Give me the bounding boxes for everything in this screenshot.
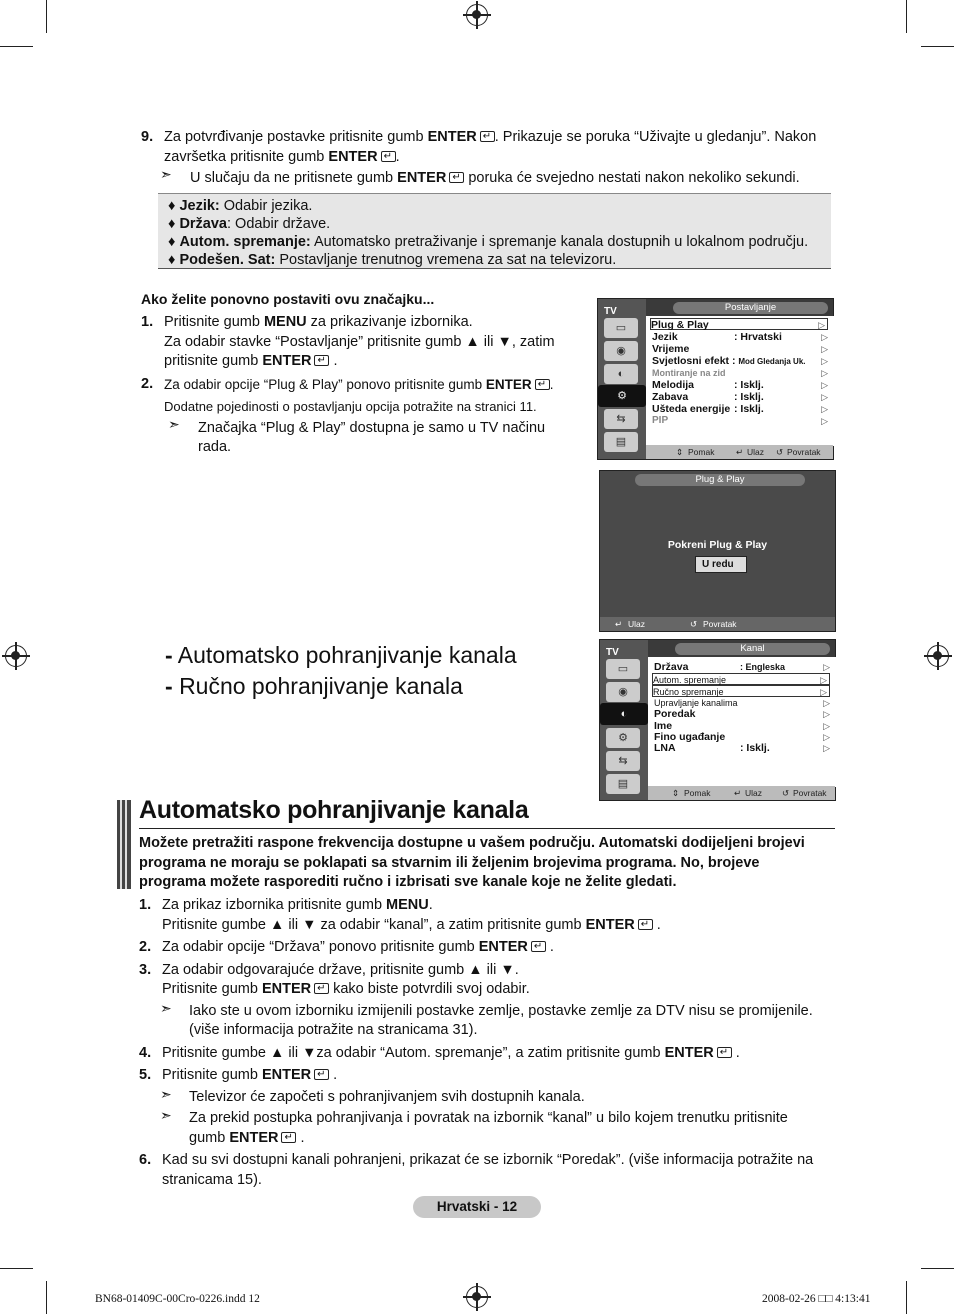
application-icon: ▤ (604, 432, 638, 452)
main-step5-note: Televizor će započeti s pohranjivanjem svih dostupnih kanala. (189, 1089, 585, 1105)
crop-mark (906, 0, 907, 33)
note-arrow-icon: ➣ (160, 1086, 172, 1102)
note-arrow-icon: ➣ (168, 416, 180, 432)
osd-menu-item: Država : Engleska ▷ (654, 661, 830, 673)
section-marker-bar (117, 800, 131, 889)
enter-icon (314, 1069, 329, 1080)
input-icon: ⇆ (606, 751, 640, 771)
definition-item: ♦ Država: Odabir države. (168, 216, 331, 232)
osd-setup-menu (597, 298, 834, 460)
section-heading: - Automatsko pohranjivanje kanala (165, 642, 517, 668)
main-step5-note2-line2: gumb ENTER↵ . (189, 1129, 305, 1149)
reset-step2: Za odabir opcije “Plug & Play” ponovo pritisnite gumb ENTER↵ . (164, 375, 553, 395)
osd-source-label: TV (604, 306, 617, 317)
note-arrow-icon: ➣ (160, 1000, 172, 1016)
step-number: 4. (139, 1045, 152, 1061)
title-underline (139, 828, 835, 829)
return-icon: ↺ (782, 788, 790, 798)
definition-item: ♦ Podešen. Sat: Postavljanje trenutnog vremena za sat na televizoru. (168, 252, 617, 268)
registration-mark-icon (466, 4, 488, 26)
step-number: 5. (139, 1067, 152, 1083)
osd-prompt: Pokreni Plug & Play (667, 539, 768, 551)
main-step3-line2: Pritisnite gumb ENTER↵ kako biste potvrdili svoj odabir. (162, 980, 530, 1000)
main-step1-line2: Pritisnite gumbe ▲ ili ▼ za odabir “kanal”, a zatim pritisnite gumb ENTER↵ . (162, 916, 661, 936)
enter-icon: ↵ (736, 447, 744, 457)
crop-mark (0, 1268, 33, 1269)
page-title: Automatsko pohranjivanje kanala (139, 796, 529, 824)
osd-source-label: TV (606, 647, 619, 658)
crop-mark (46, 1281, 47, 1314)
sound-icon: ◉ (606, 682, 640, 702)
registration-mark-icon (5, 645, 27, 667)
step-number: 3. (139, 962, 152, 978)
enter-icon (314, 983, 329, 994)
note-arrow-icon: ➣ (160, 1107, 172, 1123)
osd-menu-item: Upravljanje kanalima ▷ (654, 698, 830, 708)
intro-text: Možete pretražiti raspone frekvencija dostupne u vašem području. Automatski dodijeljeni brojevi (139, 835, 805, 851)
enter-icon (381, 151, 396, 162)
main-step5: Pritisnite gumb ENTER↵ . (162, 1066, 337, 1086)
reset-step1: Pritisnite gumb MENU za prikazivanje izbornika. (164, 314, 473, 330)
osd-menu-item: Zabava : Isklj. ▷ (652, 391, 828, 403)
osd-menu-list (648, 657, 836, 787)
osd-plug-play-dialog (599, 470, 836, 632)
move-icon: ⇕ (676, 447, 684, 457)
reset-note: Značajka “Plug & Play” dostupna je samo u TV načinu (198, 420, 546, 436)
crop-mark (46, 0, 47, 33)
enter-icon: ↵ (615, 619, 623, 629)
step9-note: U slučaju da ne pritisnete gumb ENTER↵ poruka će svejedno nestati nakon nekoliko sekundi. (190, 169, 800, 189)
enter-icon (449, 172, 464, 183)
diamond-bullet-icon: ♦ (168, 252, 176, 268)
definitions-box (158, 193, 831, 269)
setup-icon: ⚙ (606, 728, 640, 748)
osd-footer: ↵ Ulaz ↺ Povratak (600, 617, 835, 631)
step-number: 2. (141, 376, 154, 392)
main-step4: Pritisnite gumbe ▲ ili ▼za odabir “Autom. spremanje”, a zatim pritisnite gumb ENTER↵ . (162, 1044, 740, 1064)
enter-icon (314, 355, 329, 366)
osd-menu-item: Fino ugađanje ▷ (654, 731, 830, 743)
diamond-bullet-icon: ♦ (168, 198, 176, 214)
step-number: 1. (141, 314, 154, 330)
osd-menu-item: Vrijeme ▷ (652, 343, 828, 355)
osd-menu-item: Ime ▷ (654, 720, 830, 732)
reset-step1-line3: pritisnite gumb ENTER↵ . (164, 352, 338, 372)
ok-button[interactable]: U redu (695, 556, 747, 573)
return-icon: ↺ (776, 447, 784, 457)
osd-menu-item: Jezik : Hrvatski ▷ (652, 331, 828, 343)
enter-icon (717, 1047, 732, 1058)
osd-tab-title: Kanal (675, 643, 830, 655)
return-icon: ↺ (690, 619, 698, 629)
reset-heading: Ako želite ponovno postaviti ovu značajku... (141, 291, 435, 307)
step9-text-2: završetka pritisnite gumb ENTER↵ . (164, 148, 400, 168)
footer-timestamp: 2008-02-26 □□ 4:13:41 (762, 1293, 871, 1305)
osd-menu-item: Plug & Play ▷ (650, 318, 828, 330)
osd-tab-title: Plug & Play (635, 474, 805, 486)
step-number: 1. (139, 897, 152, 913)
page-number-label: Hrvatski - 12 (413, 1196, 541, 1218)
enter-icon (281, 1132, 296, 1143)
registration-mark-icon (927, 645, 949, 667)
definition-item: ♦ Jezik: Odabir jezika. (168, 198, 313, 214)
osd-sidebar (600, 640, 648, 800)
enter-icon: ↵ (734, 788, 742, 798)
note-arrow-icon: ➣ (160, 166, 172, 182)
osd-menu-item: Poredak ▷ (654, 708, 830, 720)
osd-footer: ⇕ Pomak ↵ Ulaz ↺ Povratak (648, 786, 835, 800)
main-step3-note: Iako ste u ovom izborniku izmijenili postavke zemlje, postavke zemlje za DTV nisu se promijenile. (189, 1003, 813, 1019)
osd-menu-item: Ušteda energije : Isklj. ▷ (652, 403, 828, 415)
enter-icon (535, 379, 550, 390)
intro-text: programa možete rasporediti ručno i izbrisati sve kanale koje ne želite gledati. (139, 874, 677, 890)
osd-menu-item: Melodija : Isklj. ▷ (652, 379, 828, 391)
osd-menu-item: Svjetlosni efekt : Mod Gledanja Uk. ▷ (652, 355, 828, 367)
application-icon: ▤ (606, 774, 640, 794)
enter-icon (480, 131, 495, 142)
osd-channel-menu (599, 639, 836, 801)
input-icon: ⇆ (604, 409, 638, 429)
section-heading: - Ručno pohranjivanje kanala (165, 673, 463, 699)
reset-step1-line2: Za odabir stavke “Postavljanje” pritisnite gumb ▲ ili ▼, zatim (164, 334, 555, 350)
main-step3: Za odabir odgovarajuće države, pritisnite gumb ▲ ili ▼. (162, 962, 519, 978)
step-number: 6. (139, 1152, 152, 1168)
main-step5-note2: Za prekid postupka pohranjivanja i povratak na izbornik “kanal” u bilo kojem trenutku pritisnite (189, 1110, 788, 1126)
step-number: 2. (139, 939, 152, 955)
osd-menu-item: PIP ▷ (652, 415, 828, 426)
enter-icon (638, 919, 653, 930)
crop-mark (921, 46, 954, 47)
crop-mark (0, 46, 33, 47)
osd-tab-title: Postavljanje (673, 302, 828, 314)
osd-menu-item: LNA : Isklj. ▷ (654, 742, 830, 754)
diamond-bullet-icon: ♦ (168, 216, 176, 232)
osd-menu-list (646, 316, 834, 446)
main-step1: Za prikaz izbornika pritisnite gumb MENU. (162, 897, 433, 913)
registration-mark-icon (466, 1286, 488, 1308)
move-icon: ⇕ (672, 788, 680, 798)
main-step2: Za odabir opcije “Država” ponovo pritisnite gumb ENTER↵ . (162, 938, 554, 958)
main-step3-note-line2: (više informacija potražite na stranicama 31). (189, 1022, 478, 1038)
crop-mark (906, 1281, 907, 1314)
osd-menu-item: Montiranje na zid ▷ (652, 368, 828, 378)
diamond-bullet-icon: ♦ (168, 234, 176, 250)
reset-step2-line2: Dodatne pojedinosti o postavljanju opcija potražite na stranici 11. (164, 399, 537, 414)
osd-sidebar (598, 299, 646, 459)
enter-icon (531, 941, 546, 952)
osd-menu-item: Ručno spremanje ▷ (652, 685, 830, 697)
reset-note-line2: rada. (198, 439, 232, 455)
picture-icon: ▭ (604, 318, 638, 338)
setup-icon: ⚙ (598, 385, 646, 407)
main-step6: Kad su svi dostupni kanali pohranjeni, prikazat će se izbornik “Poredak”. (više informacija potražite na (162, 1152, 814, 1168)
picture-icon: ▭ (606, 659, 640, 679)
channel-icon: ◐ (604, 364, 638, 384)
step-number: 9. (141, 129, 154, 145)
channel-icon: ◐ (600, 703, 648, 725)
intro-text: programa ne moraju se poklapati sa stvarnim ili željenim brojevima programa. No, brojeve (139, 855, 760, 871)
main-step6-line2: stranicama 15). (162, 1172, 262, 1188)
sound-icon: ◉ (604, 341, 638, 361)
definition-item: ♦ Autom. spremanje: Automatsko pretraživanje i spremanje kanala dostupnih u lokalnom području. (168, 234, 809, 250)
footer-filename: BN68-01409C-00Cro-0226.indd 12 (95, 1293, 260, 1305)
crop-mark (921, 1268, 954, 1269)
step9-text: Za potvrđivanje postavke pritisnite gumb ENTER↵ . Prikazuje se poruka “Uživajte u gledanju”. Nakon (164, 128, 844, 148)
osd-menu-item: Autom. spremanje ▷ (652, 673, 830, 685)
osd-footer: ⇕ Pomak ↵ Ulaz ↺ Povratak (646, 445, 833, 459)
